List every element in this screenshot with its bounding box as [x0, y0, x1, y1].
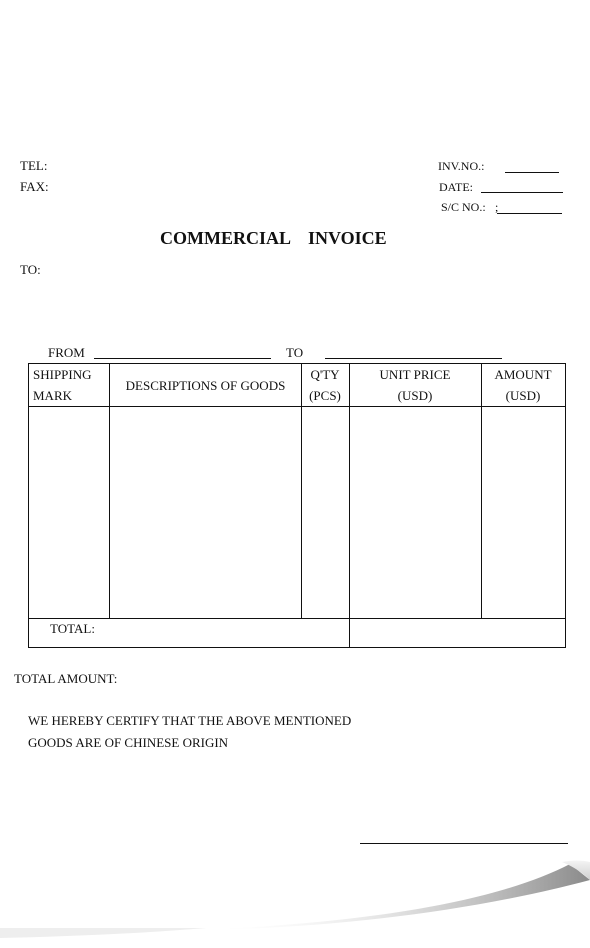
curl-base — [0, 928, 590, 948]
amount-cell[interactable] — [482, 407, 565, 618]
certify-line-2: GOODS ARE OF CHINESE ORIGIN — [28, 735, 229, 750]
tel-label: TEL: — [20, 158, 48, 173]
total-label: TOTAL: — [50, 621, 95, 636]
col-header-line: UNIT PRICE — [379, 367, 451, 382]
route-to-field-line[interactable] — [325, 358, 502, 359]
sc-no-mark: ; — [495, 200, 499, 214]
unit-price-cell[interactable] — [350, 407, 481, 618]
col-header-line: AMOUNT — [494, 367, 552, 382]
date-field-line[interactable] — [481, 192, 563, 193]
descriptions-cell[interactable] — [110, 407, 301, 618]
col-header-line: SHIPPING — [33, 367, 92, 382]
total-amount-label: TOTAL AMOUNT: — [14, 671, 118, 686]
col-header-line: MARK — [33, 388, 73, 403]
curl-shadow — [200, 864, 590, 930]
col-header-line: (USD) — [397, 388, 433, 403]
col-header-line: Q'TY — [310, 367, 340, 382]
document-title: COMMERCIAL INVOICE — [160, 228, 387, 248]
col-header-amount — [481, 364, 565, 406]
fax-label: FAX: — [20, 179, 49, 194]
date-label: DATE: — [439, 180, 473, 194]
page-curl-decoration — [0, 850, 590, 948]
curl-underside — [0, 868, 590, 948]
col-header-line: (USD) — [505, 388, 541, 403]
col-header-unit-price — [349, 364, 481, 406]
route-from-field-line[interactable] — [94, 358, 271, 359]
route-to-label: TO — [286, 345, 304, 360]
col-header-qty — [301, 364, 349, 406]
sc-no-label: S/C NO.: — [441, 200, 486, 214]
col-header-shipping-mark — [33, 364, 92, 406]
to-label: TO: — [20, 262, 41, 277]
inv-no-label: INV.NO.: — [438, 159, 485, 173]
qty-cell[interactable] — [302, 407, 349, 618]
col-header-descriptions — [110, 375, 301, 396]
total-value-cell[interactable] — [350, 619, 565, 647]
curl-flap — [562, 861, 590, 881]
certify-line-1: WE HEREBY CERTIFY THAT THE ABOVE MENTIONED — [28, 713, 352, 728]
sc-no-field-line[interactable] — [497, 213, 562, 214]
shipping-mark-cell[interactable] — [29, 407, 109, 618]
route-from-label: FROM — [48, 345, 85, 360]
col-header-line: (PCS) — [309, 388, 341, 403]
inv-no-field-line[interactable] — [505, 172, 559, 173]
signature-line[interactable] — [360, 843, 568, 844]
col-header-line: DESCRIPTIONS OF GOODS — [125, 378, 286, 393]
goods-table — [28, 363, 566, 648]
